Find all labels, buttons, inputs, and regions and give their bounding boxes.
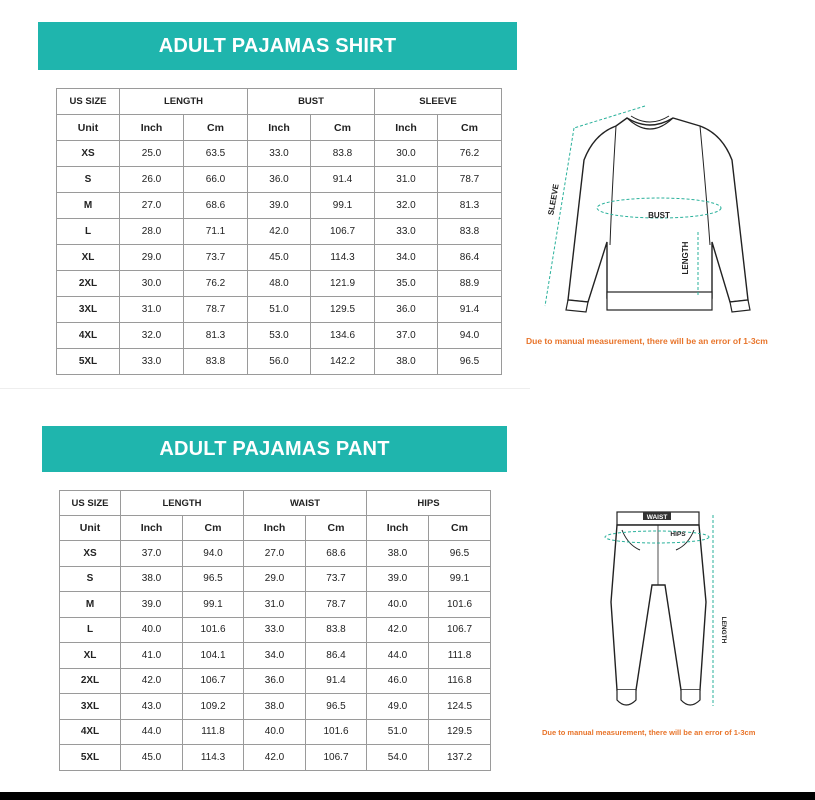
pants-outline: [611, 525, 706, 690]
measurement-cell: 36.0: [248, 167, 311, 193]
measurement-cell: 28.0: [120, 219, 184, 245]
measurement-cell: 81.3: [184, 323, 248, 349]
pant-measurement-note: Due to manual measurement, there will be an error of 1-3cm: [542, 728, 756, 737]
measurement-cell: 96.5: [183, 566, 244, 592]
measurement-cell: 51.0: [248, 297, 311, 323]
measurement-cell: 33.0: [375, 219, 438, 245]
measurement-cell: 83.8: [184, 349, 248, 375]
size-label: XS: [60, 541, 121, 567]
size-label: M: [57, 193, 120, 219]
pant-title-banner: [42, 426, 507, 472]
pant-size-table: [59, 490, 491, 771]
measurement-cell: 27.0: [244, 541, 306, 567]
measurement-cell: 42.0: [367, 617, 429, 643]
measurement-cell: 26.0: [120, 167, 184, 193]
table-row: [60, 541, 491, 567]
shirt-header-sleeve: SLEEVE: [375, 89, 502, 115]
measurement-cell: 29.0: [120, 245, 184, 271]
size-label: XS: [57, 141, 120, 167]
shirt-unit-cell: Inch: [375, 115, 438, 141]
measurement-cell: 137.2: [429, 745, 491, 771]
measurement-cell: 42.0: [244, 745, 306, 771]
size-label: XL: [57, 245, 120, 271]
measurement-cell: 31.0: [375, 167, 438, 193]
pant-header-us-size: US SIZE: [60, 491, 121, 516]
measurement-cell: 40.0: [367, 592, 429, 618]
measurement-cell: 76.2: [438, 141, 502, 167]
table-row: [57, 245, 502, 271]
measurement-cell: 78.7: [184, 297, 248, 323]
measurement-cell: 81.3: [438, 193, 502, 219]
measurement-cell: 32.0: [120, 323, 184, 349]
table-row: [60, 668, 491, 694]
measurement-cell: 31.0: [120, 297, 184, 323]
measurement-cell: 36.0: [244, 668, 306, 694]
measurement-cell: 33.0: [120, 349, 184, 375]
size-label: 3XL: [57, 297, 120, 323]
measurement-cell: 94.0: [183, 541, 244, 567]
shirt-header-bust: BUST: [248, 89, 375, 115]
sweatshirt-outline: [568, 118, 748, 302]
measurement-cell: 121.9: [311, 271, 375, 297]
measurement-cell: 96.5: [438, 349, 502, 375]
shirt-unit-cell: Inch: [248, 115, 311, 141]
measurement-cell: 32.0: [375, 193, 438, 219]
table-row: [57, 193, 502, 219]
pant-length-label: LENGTH: [720, 616, 727, 644]
measurement-cell: 31.0: [244, 592, 306, 618]
measurement-cell: 56.0: [248, 349, 311, 375]
measurement-cell: 106.7: [311, 219, 375, 245]
size-label: M: [60, 592, 121, 618]
measurement-cell: 39.0: [367, 566, 429, 592]
measurement-cell: 109.2: [183, 694, 244, 720]
measurement-cell: 129.5: [311, 297, 375, 323]
measurement-cell: 42.0: [248, 219, 311, 245]
shirt-length-label: LENGTH: [681, 241, 690, 275]
measurement-cell: 68.6: [306, 541, 367, 567]
measurement-cell: 104.1: [183, 643, 244, 669]
measurement-cell: 73.7: [306, 566, 367, 592]
measurement-cell: 101.6: [429, 592, 491, 618]
measurement-cell: 129.5: [429, 719, 491, 745]
size-label: 4XL: [60, 719, 121, 745]
pant-unit-label: Unit: [60, 516, 121, 541]
measurement-cell: 33.0: [244, 617, 306, 643]
pant-title: ADULT PAJAMAS PANT: [159, 437, 390, 460]
measurement-cell: 86.4: [438, 245, 502, 271]
size-label: 5XL: [60, 745, 121, 771]
measurement-cell: 142.2: [311, 349, 375, 375]
measurement-cell: 30.0: [375, 141, 438, 167]
measurement-cell: 88.9: [438, 271, 502, 297]
shirt-unit-cell: Inch: [120, 115, 184, 141]
hips-label: HIPS: [670, 531, 686, 538]
measurement-cell: 68.6: [184, 193, 248, 219]
measurement-cell: 39.0: [121, 592, 183, 618]
measurement-cell: 86.4: [306, 643, 367, 669]
measurement-cell: 30.0: [120, 271, 184, 297]
sweatshirt-diagram: [540, 100, 765, 325]
measurement-cell: 73.7: [184, 245, 248, 271]
measurement-cell: 111.8: [429, 643, 491, 669]
table-row: [60, 643, 491, 669]
pant-unit-cell: Inch: [367, 516, 429, 541]
measurement-cell: 106.7: [306, 745, 367, 771]
measurement-cell: 38.0: [367, 541, 429, 567]
measurement-cell: 91.4: [306, 668, 367, 694]
measurement-cell: 45.0: [248, 245, 311, 271]
shirt-unit-cell: Cm: [438, 115, 502, 141]
size-label: S: [57, 167, 120, 193]
measurement-cell: 99.1: [311, 193, 375, 219]
shirt-header-length: LENGTH: [120, 89, 248, 115]
measurement-cell: 36.0: [375, 297, 438, 323]
measurement-cell: 91.4: [438, 297, 502, 323]
shirt-title: ADULT PAJAMAS SHIRT: [158, 34, 397, 57]
measurement-cell: 46.0: [367, 668, 429, 694]
table-row: [57, 271, 502, 297]
measurement-cell: 38.0: [244, 694, 306, 720]
measurement-cell: 83.8: [438, 219, 502, 245]
size-label: 2XL: [60, 668, 121, 694]
measurement-cell: 41.0: [121, 643, 183, 669]
measurement-cell: 96.5: [429, 541, 491, 567]
pant-unit-cell: Cm: [306, 516, 367, 541]
measurement-cell: 44.0: [367, 643, 429, 669]
size-label: 3XL: [60, 694, 121, 720]
size-label: 4XL: [57, 323, 120, 349]
table-row: [60, 617, 491, 643]
measurement-cell: 25.0: [120, 141, 184, 167]
jogger-pants-diagram: [600, 505, 730, 715]
size-label: S: [60, 566, 121, 592]
measurement-cell: 38.0: [121, 566, 183, 592]
measurement-cell: 33.0: [248, 141, 311, 167]
size-label: 5XL: [57, 349, 120, 375]
pant-header-hips: HIPS: [367, 491, 491, 516]
measurement-cell: 39.0: [248, 193, 311, 219]
measurement-cell: 99.1: [183, 592, 244, 618]
table-row: [57, 349, 502, 375]
shirt-unit-cell: Cm: [184, 115, 248, 141]
table-row: [57, 141, 502, 167]
measurement-cell: 96.5: [306, 694, 367, 720]
pant-header-waist: WAIST: [244, 491, 367, 516]
measurement-cell: 44.0: [121, 719, 183, 745]
measurement-cell: 45.0: [121, 745, 183, 771]
measurement-cell: 101.6: [183, 617, 244, 643]
measurement-cell: 34.0: [244, 643, 306, 669]
pant-unit-cell: Cm: [429, 516, 491, 541]
measurement-cell: 71.1: [184, 219, 248, 245]
measurement-cell: 101.6: [306, 719, 367, 745]
shirt-unit-label: Unit: [57, 115, 120, 141]
table-row: [60, 566, 491, 592]
sleeve-label: SLEEVE: [546, 183, 561, 216]
table-row: [57, 323, 502, 349]
measurement-cell: 78.7: [438, 167, 502, 193]
measurement-cell: 40.0: [121, 617, 183, 643]
shirt-unit-cell: Cm: [311, 115, 375, 141]
measurement-cell: 124.5: [429, 694, 491, 720]
bust-label: BUST: [648, 211, 670, 220]
measurement-cell: 38.0: [375, 349, 438, 375]
measurement-cell: 91.4: [311, 167, 375, 193]
measurement-cell: 114.3: [183, 745, 244, 771]
table-row: [57, 167, 502, 193]
measurement-cell: 53.0: [248, 323, 311, 349]
pant-unit-cell: Inch: [121, 516, 183, 541]
measurement-cell: 76.2: [184, 271, 248, 297]
measurement-cell: 29.0: [244, 566, 306, 592]
measurement-cell: 42.0: [121, 668, 183, 694]
measurement-cell: 111.8: [183, 719, 244, 745]
size-label: L: [57, 219, 120, 245]
table-row: [60, 745, 491, 771]
table-row: [60, 694, 491, 720]
shirt-title-banner: [38, 22, 517, 70]
section-divider: [0, 388, 530, 389]
pant-unit-cell: Cm: [183, 516, 244, 541]
measurement-cell: 27.0: [120, 193, 184, 219]
measurement-cell: 94.0: [438, 323, 502, 349]
measurement-cell: 43.0: [121, 694, 183, 720]
measurement-cell: 106.7: [183, 668, 244, 694]
measurement-cell: 40.0: [244, 719, 306, 745]
size-label: XL: [60, 643, 121, 669]
measurement-cell: 83.8: [306, 617, 367, 643]
pant-unit-cell: Inch: [244, 516, 306, 541]
size-label: L: [60, 617, 121, 643]
measurement-cell: 48.0: [248, 271, 311, 297]
measurement-cell: 54.0: [367, 745, 429, 771]
shirt-size-table: [56, 88, 502, 375]
table-row: [60, 719, 491, 745]
measurement-cell: 106.7: [429, 617, 491, 643]
measurement-cell: 83.8: [311, 141, 375, 167]
shirt-header-us-size: US SIZE: [57, 89, 120, 115]
measurement-cell: 35.0: [375, 271, 438, 297]
shirt-measurement-note: Due to manual measurement, there will be an error of 1-3cm: [526, 336, 768, 346]
measurement-cell: 78.7: [306, 592, 367, 618]
table-row: [60, 592, 491, 618]
measurement-cell: 51.0: [367, 719, 429, 745]
measurement-cell: 66.0: [184, 167, 248, 193]
measurement-cell: 116.8: [429, 668, 491, 694]
measurement-cell: 134.6: [311, 323, 375, 349]
table-row: [57, 219, 502, 245]
measurement-cell: 37.0: [375, 323, 438, 349]
measurement-cell: 63.5: [184, 141, 248, 167]
measurement-cell: 99.1: [429, 566, 491, 592]
table-row: [57, 297, 502, 323]
measurement-cell: 37.0: [121, 541, 183, 567]
measurement-cell: 49.0: [367, 694, 429, 720]
size-label: 2XL: [57, 271, 120, 297]
measurement-cell: 114.3: [311, 245, 375, 271]
waist-label: WAIST: [646, 514, 668, 521]
footer-bar: [0, 792, 815, 800]
pant-header-length: LENGTH: [121, 491, 244, 516]
measurement-cell: 34.0: [375, 245, 438, 271]
